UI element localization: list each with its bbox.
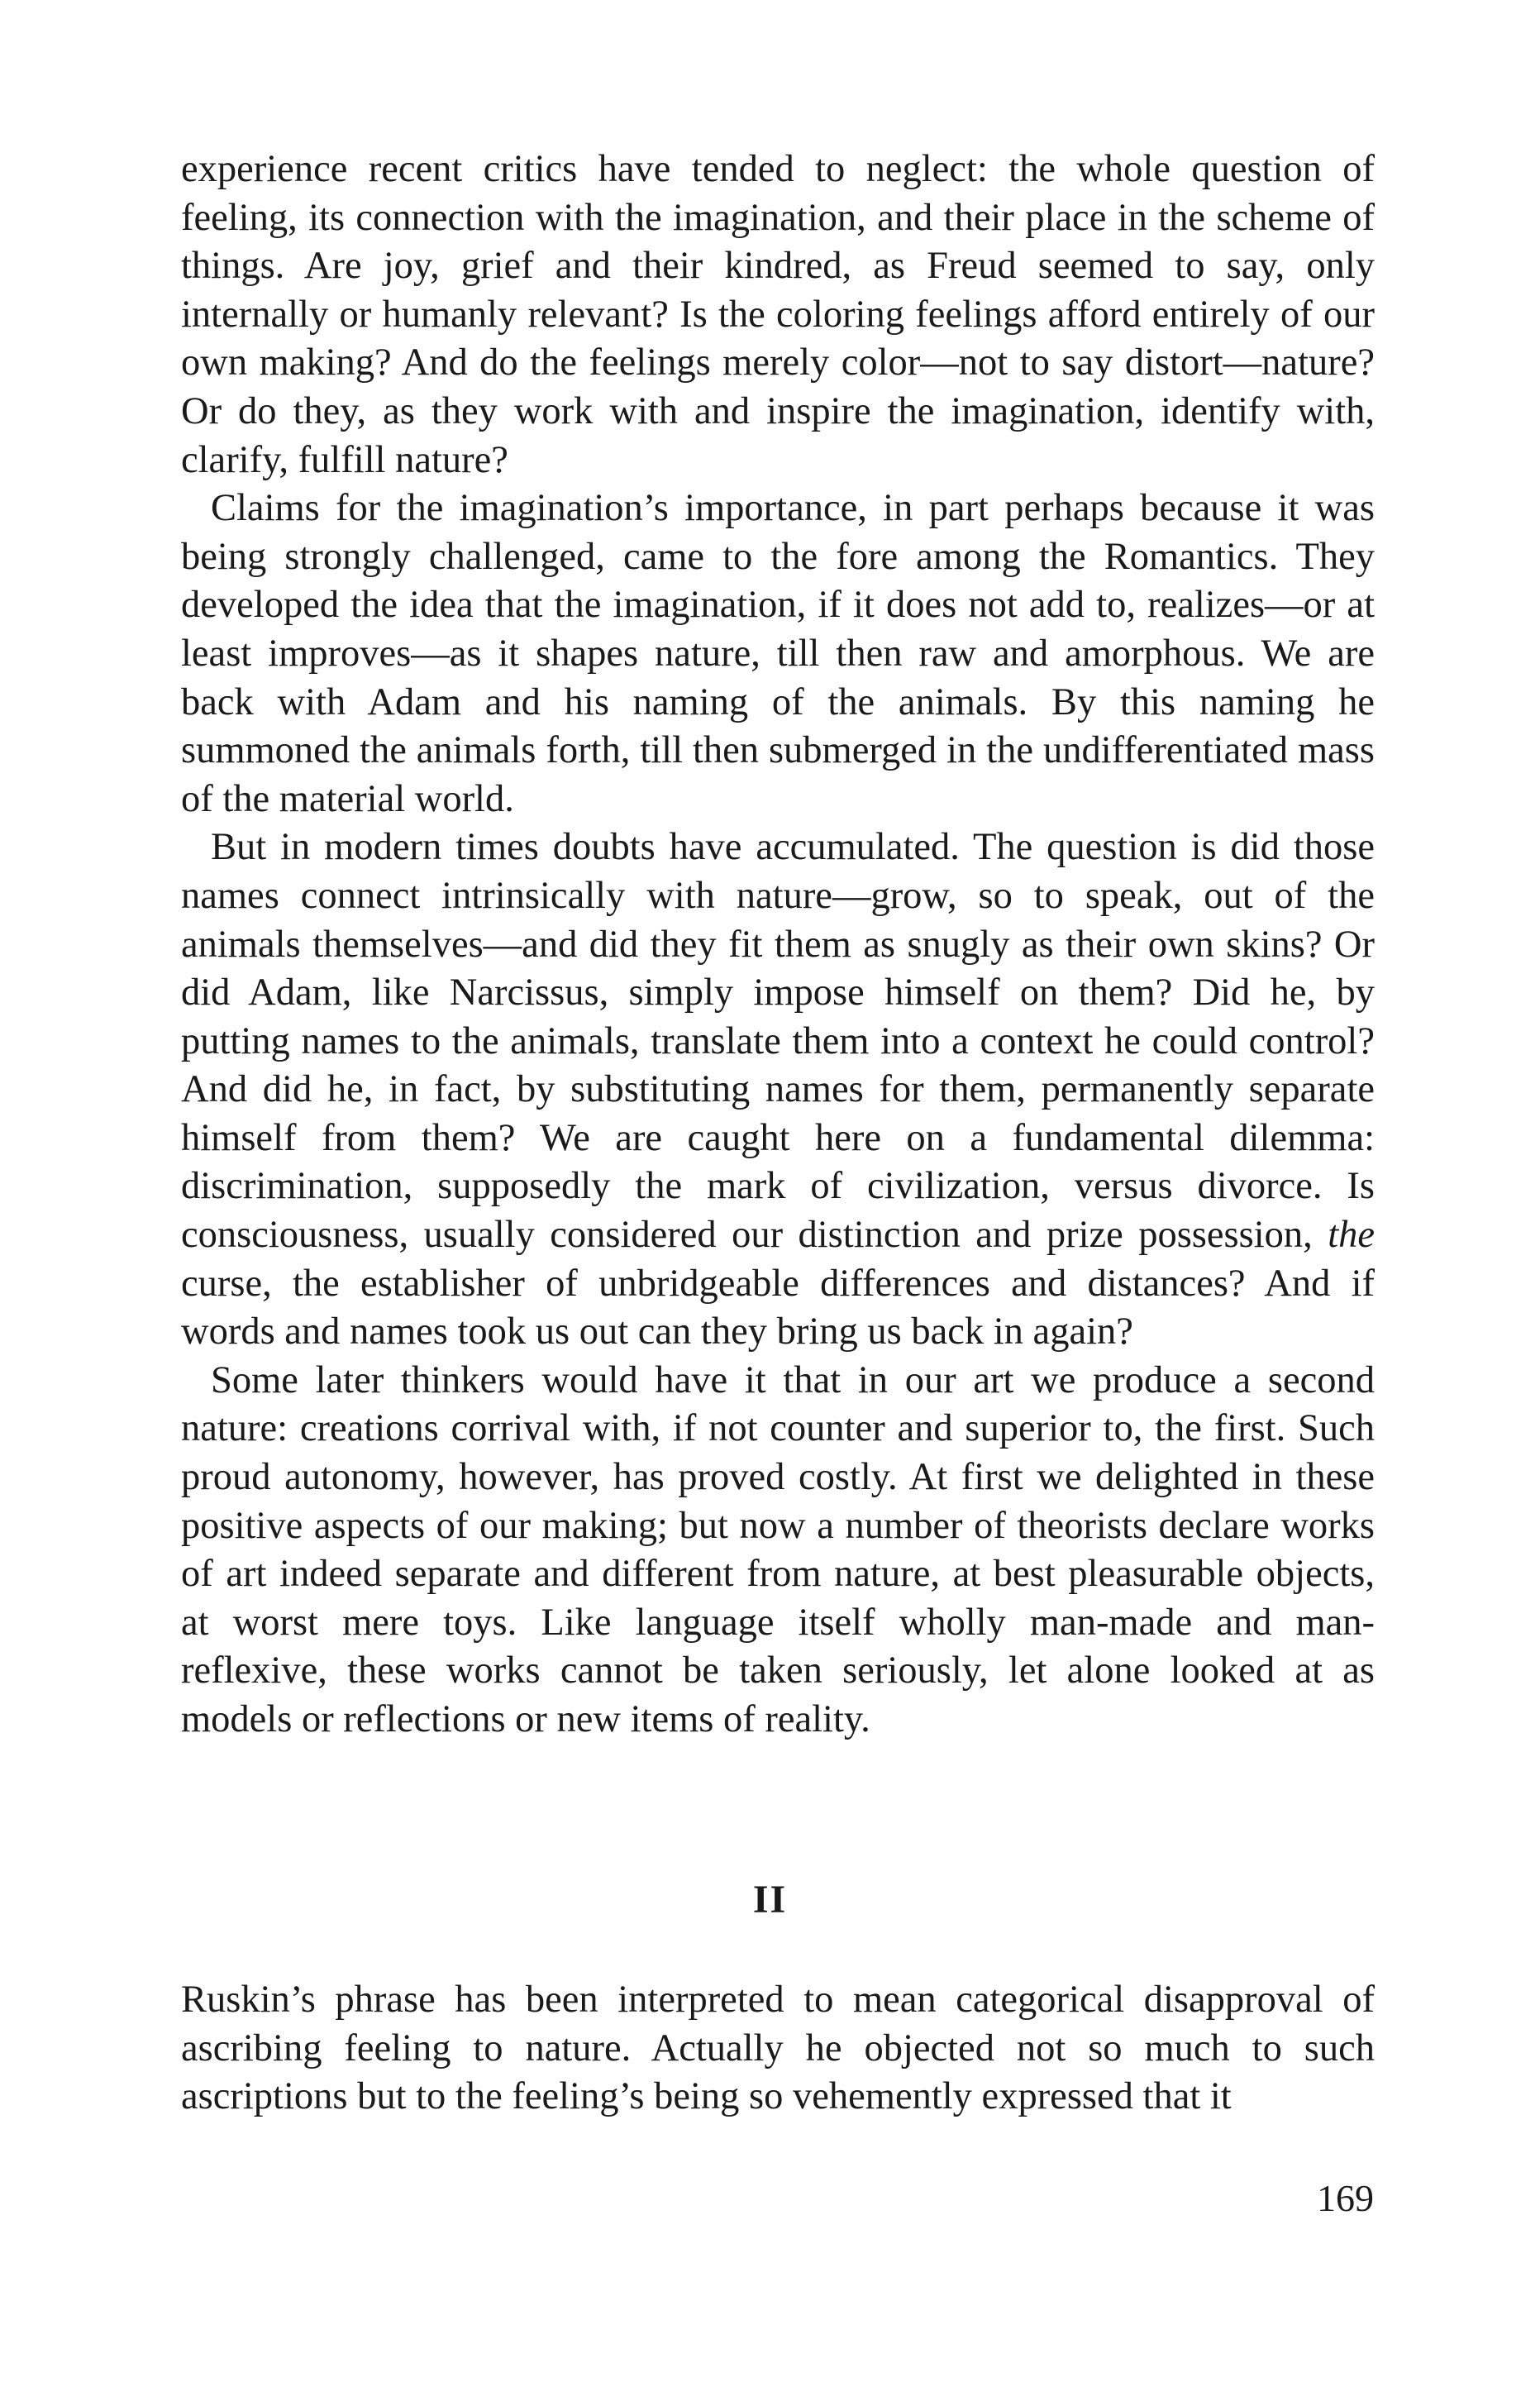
paragraph-2: Claims for the imagination’s importance, in part perhaps because it was being strongly challenged, came to the fore among the Romantics. They developed the idea that the imagination, if it does not add to, realizes—or at least improves—as it shapes nature, till then raw and amorphous. We are back with Adam and his naming of the animals. By this naming he summoned the animals forth, till then submerged in the undifferentiated mass of the material world. <box>181 487 1375 820</box>
paragraph-3-tail: curse, the establisher of unbridgeable differences and distances? And if words and names took us out can they bring us back in again? <box>181 1262 1375 1353</box>
paragraph-3 <box>181 823 1375 1357</box>
body-text <box>181 146 1375 1745</box>
paragraph-1: experience recent critics have tended to neglect: the whole question of feeling, its connection with the imagination, and their place in the scheme of things. Are joy, grief and their kindred, as Freud seemed to say, only internally or humanly relevant? Is the coloring feelings afford entirely of our own making? And do the feelings merely color—not to say distort—nature? Or do they, as they work with and inspire the imagination, identify with, clarify, fulfill nature? <box>181 148 1375 481</box>
paragraph-3-text: But in modern times doubts have accumulated. The question is did those names connect intrinsically with nature—grow, so to speak, out of the animals themselves—and did they fit them as snugly as their own skins? Or did Adam, like Narcissus, simply impose himself on them? Did he, by putting names to the animals, translate them into a context he could control? And did he, in fact, by substituting names for them, permanently separate himself from them? We are caught here on a fundamental dilemma: discrimination, supposedly the mark of civilization, versus divorce. Is consciousness, usually considered our distinction and prize possession, <box>181 826 1375 1257</box>
section-paragraph: Ruskin’s phrase has been interpreted to mean categorical disapproval of ascribing feeling to nature. Actually he objected not so much to such ascriptions but to the feeling’s being so vehemently expressed that it <box>181 1979 1375 2118</box>
section-body-text <box>181 1976 1375 2122</box>
emphasized-word: the <box>1328 1214 1375 1257</box>
page-number: 169 <box>1317 2177 1374 2219</box>
paragraph-4: Some later thinkers would have it that in our art we produce a second nature: creations corrival with, if not counter and superior to, the first. Such proud autonomy, however, has proved costly. At first we delighted in these positive aspects of our making; but now a number of theorists declare works of art indeed separate and different from nature, at best pleasurable objects, at worst mere toys. Like language itself wholly man-made and man-reflexive, these works cannot be taken seriously, let alone looked at as models or reflections or new items of reality. <box>181 1358 1375 1740</box>
section-heading: II <box>752 1878 788 1921</box>
